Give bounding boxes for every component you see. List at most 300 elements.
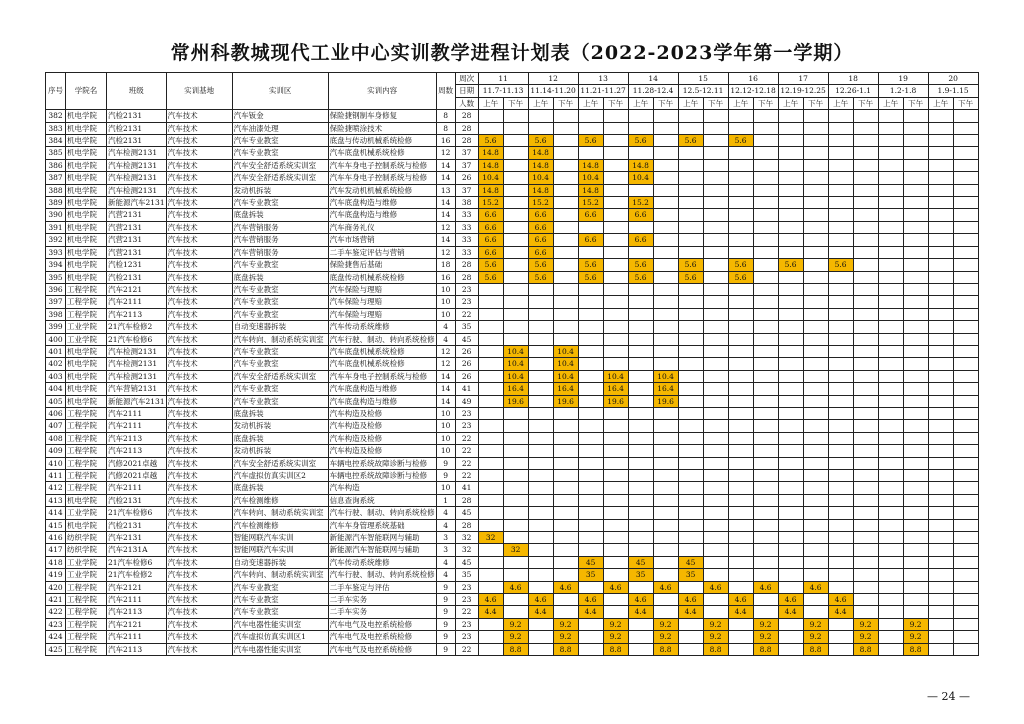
schedule-slot [503, 209, 528, 221]
schedule-slot [553, 470, 578, 482]
pm-label: 下午 [853, 97, 878, 109]
schedule-slot [828, 445, 853, 457]
schedule-slot [728, 345, 753, 357]
row-people: 23 [455, 581, 478, 593]
schedule-slot [678, 122, 703, 134]
schedule-slot [628, 432, 653, 444]
schedule-slot [928, 308, 953, 320]
schedule-slot [803, 197, 828, 209]
table-row [46, 544, 979, 556]
schedule-slot [603, 271, 628, 283]
row-college: 机电学院 [66, 184, 107, 196]
schedule-slot [478, 283, 503, 295]
scheduled-slot: 4.6 [503, 581, 528, 593]
weeks-header: 周数 [436, 73, 455, 110]
schedule-slot [653, 234, 678, 246]
row-class: 汽车检测2131 [107, 358, 167, 370]
week-number: 11 [478, 73, 528, 85]
schedule-slot [728, 147, 753, 159]
row-college: 机电学院 [66, 494, 107, 506]
row-college: 工程学院 [66, 432, 107, 444]
schedule-slot [903, 395, 928, 407]
schedule-slot [953, 606, 978, 618]
week-number: 18 [828, 73, 878, 85]
schedule-slot [778, 184, 803, 196]
schedule-slot [678, 395, 703, 407]
schedule-slot [578, 581, 603, 593]
schedule-slot [703, 271, 728, 283]
row-people: 38 [455, 197, 478, 209]
schedule-slot [703, 445, 728, 457]
schedule-slot [528, 432, 553, 444]
scheduled-slot: 5.6 [528, 259, 553, 271]
schedule-slot [878, 432, 903, 444]
schedule-slot [653, 457, 678, 469]
row-area: 汽车营销服务 [232, 221, 328, 233]
schedule-slot [728, 358, 753, 370]
scheduled-slot: 9.2 [753, 618, 778, 630]
scheduled-slot: 9.2 [753, 631, 778, 643]
schedule-slot [828, 519, 853, 531]
schedule-slot [603, 308, 628, 320]
schedule-slot [678, 420, 703, 432]
schedule-slot [678, 544, 703, 556]
row-people: 33 [455, 234, 478, 246]
row-people: 28 [455, 519, 478, 531]
row-people: 28 [455, 271, 478, 283]
row-base: 汽车技术 [166, 370, 232, 382]
row-weeks: 9 [436, 457, 455, 469]
row-class: 汽检2131 [107, 494, 167, 506]
schedule-slot [653, 122, 678, 134]
table-row [46, 457, 979, 469]
schedule-slot [753, 482, 778, 494]
schedule-slot [603, 519, 628, 531]
schedule-slot [903, 494, 928, 506]
row-people: 26 [455, 172, 478, 184]
row-college: 工程学院 [66, 482, 107, 494]
schedule-slot [778, 643, 803, 655]
row-class: 汽检2131 [107, 519, 167, 531]
row-weeks: 1 [436, 494, 455, 506]
schedule-slot [553, 283, 578, 295]
scheduled-slot: 5.6 [578, 135, 603, 147]
row-college: 机电学院 [66, 246, 107, 258]
schedule-slot [953, 569, 978, 581]
schedule-slot [753, 519, 778, 531]
row-people: 32 [455, 544, 478, 556]
schedule-slot [778, 333, 803, 345]
row-college: 工业学院 [66, 321, 107, 333]
table-row [46, 172, 979, 184]
schedule-slot [553, 296, 578, 308]
schedule-slot [478, 618, 503, 630]
table-row [46, 271, 979, 283]
college-header: 学院名 [66, 73, 107, 110]
row-content: 汽车行驶、制动、转向系统检修 [329, 334, 435, 344]
row-seq: 423 [46, 618, 66, 630]
schedule-slot [753, 569, 778, 581]
schedule-slot [853, 544, 878, 556]
schedule-slot [703, 395, 728, 407]
am-label: 上午 [828, 97, 853, 109]
row-people: 26 [455, 358, 478, 370]
schedule-slot [878, 569, 903, 581]
schedule-slot [503, 470, 528, 482]
scheduled-slot: 14.8 [528, 159, 553, 171]
schedule-slot [953, 110, 978, 122]
schedule-slot [703, 544, 728, 556]
schedule-slot [878, 420, 903, 432]
row-area: 汽车安全舒适系统实训室 [232, 172, 328, 184]
schedule-slot [828, 271, 853, 283]
pm-label: 下午 [653, 97, 678, 109]
scheduled-slot: 8.8 [603, 643, 628, 655]
schedule-slot [603, 184, 628, 196]
am-label: 上午 [928, 97, 953, 109]
schedule-slot [878, 445, 903, 457]
schedule-slot [678, 507, 703, 519]
schedule-slot [678, 234, 703, 246]
row-class: 汽车2113 [107, 432, 167, 444]
schedule-slot [953, 221, 978, 233]
schedule-slot [803, 544, 828, 556]
row-content: 二手车实务 [328, 594, 436, 606]
schedule-slot [853, 283, 878, 295]
schedule-slot [803, 172, 828, 184]
row-seq: 400 [46, 333, 66, 345]
table-row [46, 358, 979, 370]
row-people: 28 [455, 494, 478, 506]
schedule-slot [828, 383, 853, 395]
schedule-slot [603, 234, 628, 246]
schedule-slot [778, 172, 803, 184]
row-weeks: 9 [436, 618, 455, 630]
schedule-slot [678, 209, 703, 221]
schedule-slot [703, 122, 728, 134]
row-content: 新能源汽车智能联网与辅助 [328, 532, 436, 544]
schedule-slot [878, 122, 903, 134]
schedule-slot [928, 556, 953, 568]
content-header: 实训内容 [328, 73, 436, 110]
schedule-slot [828, 618, 853, 630]
schedule-slot [503, 271, 528, 283]
schedule-slot [628, 370, 653, 382]
row-content: 汽车传动系统维修 [328, 321, 436, 333]
table-row [46, 333, 979, 345]
schedule-slot [578, 432, 603, 444]
schedule-slot [653, 544, 678, 556]
schedule-slot [503, 606, 528, 618]
schedule-slot [853, 532, 878, 544]
schedule-slot [703, 110, 728, 122]
schedule-slot [753, 221, 778, 233]
row-area: 底盘拆装 [232, 407, 328, 419]
schedule-slot [778, 358, 803, 370]
row-area: 汽车电器性能实训室 [232, 618, 328, 630]
schedule-slot [928, 532, 953, 544]
schedule-slot [803, 395, 828, 407]
row-college: 机电学院 [66, 159, 107, 171]
schedule-slot [553, 308, 578, 320]
row-class: 汽车2131 [107, 532, 167, 544]
row-content: 新能源汽车智能联网与辅助 [328, 544, 436, 556]
schedule-slot [853, 482, 878, 494]
schedule-slot [553, 321, 578, 333]
schedule-slot [903, 321, 928, 333]
schedule-slot [553, 159, 578, 171]
row-college: 机电学院 [66, 370, 107, 382]
schedule-slot [628, 407, 653, 419]
schedule-slot [778, 556, 803, 568]
row-weeks: 12 [436, 358, 455, 370]
schedule-slot [828, 407, 853, 419]
row-area: 汽车转向、制动系统实训室 [232, 507, 328, 519]
class-header: 班级 [107, 73, 167, 110]
schedule-slot [878, 321, 903, 333]
schedule-slot [778, 271, 803, 283]
schedule-slot [903, 122, 928, 134]
schedule-slot [878, 606, 903, 618]
schedule-slot [728, 321, 753, 333]
row-content: 汽车车身电子控制系统与检修 [328, 159, 436, 171]
row-college: 工程学院 [66, 457, 107, 469]
row-college: 工程学院 [66, 594, 107, 606]
week-number: 15 [678, 73, 728, 85]
scheduled-slot: 9.2 [803, 618, 828, 630]
row-seq: 411 [46, 470, 66, 482]
row-college: 工程学院 [66, 470, 107, 482]
scheduled-slot: 15.2 [478, 197, 503, 209]
schedule-slot [728, 159, 753, 171]
schedule-slot [953, 209, 978, 221]
scheduled-slot: 4.6 [653, 581, 678, 593]
row-seq: 422 [46, 606, 66, 618]
schedule-slot [903, 544, 928, 556]
schedule-slot [678, 618, 703, 630]
row-content: 信息查询系统 [328, 494, 436, 506]
schedule-slot [653, 271, 678, 283]
row-base: 汽车技术 [166, 445, 232, 457]
scheduled-slot: 5.6 [528, 271, 553, 283]
row-area: 发动机拆装 [232, 420, 328, 432]
pm-label: 下午 [553, 97, 578, 109]
schedule-slot [703, 147, 728, 159]
schedule-slot [653, 470, 678, 482]
schedule-slot [903, 445, 928, 457]
schedule-slot [953, 594, 978, 606]
row-college: 工程学院 [66, 606, 107, 618]
scheduled-slot: 4.4 [728, 606, 753, 618]
schedule-slot [678, 184, 703, 196]
row-weeks: 14 [436, 172, 455, 184]
schedule-slot [503, 110, 528, 122]
table-row [46, 606, 979, 618]
schedule-slot [903, 482, 928, 494]
schedule-slot [853, 569, 878, 581]
schedule-slot [728, 569, 753, 581]
schedule-slot [953, 358, 978, 370]
schedule-slot [903, 259, 928, 271]
schedule-slot [828, 482, 853, 494]
row-weeks: 10 [436, 283, 455, 295]
schedule-slot [953, 283, 978, 295]
row-content: 汽车保险与理赔 [328, 296, 436, 308]
schedule-slot [528, 631, 553, 643]
schedule-slot [753, 407, 778, 419]
row-seq: 421 [46, 594, 66, 606]
scheduled-slot: 4.4 [528, 606, 553, 618]
schedule-slot [478, 643, 503, 655]
schedule-slot [753, 135, 778, 147]
schedule-slot [553, 544, 578, 556]
schedule-slot [603, 470, 628, 482]
row-weeks: 12 [436, 221, 455, 233]
schedule-slot [753, 110, 778, 122]
schedule-slot [928, 594, 953, 606]
row-base: 汽车技术 [166, 643, 232, 655]
row-college: 机电学院 [66, 519, 107, 531]
schedule-slot [628, 631, 653, 643]
schedule-slot [578, 618, 603, 630]
row-class: 汽营2131 [107, 221, 167, 233]
row-content: 汽车底盘构造与维修 [328, 209, 436, 221]
schedule-slot [778, 420, 803, 432]
schedule-slot [953, 445, 978, 457]
row-weeks: 16 [436, 271, 455, 283]
schedule-slot [703, 370, 728, 382]
schedule-slot [628, 345, 653, 357]
schedule-slot [678, 470, 703, 482]
row-base: 汽车技术 [166, 184, 232, 196]
schedule-slot [903, 147, 928, 159]
row-class: 汽营2131 [107, 209, 167, 221]
schedule-slot [553, 407, 578, 419]
row-class: 汽车2111 [107, 420, 167, 432]
week-date: 11.7-11.13 [478, 85, 528, 97]
row-base: 汽车技术 [166, 606, 232, 618]
schedule-slot [528, 333, 553, 345]
schedule-slot [953, 259, 978, 271]
schedule-slot [803, 234, 828, 246]
pm-label: 下午 [903, 97, 928, 109]
scheduled-slot: 6.6 [578, 234, 603, 246]
row-area: 汽车钣金 [232, 110, 328, 122]
schedule-slot [928, 445, 953, 457]
schedule-slot [728, 445, 753, 457]
schedule-slot [878, 259, 903, 271]
schedule-slot [603, 159, 628, 171]
row-people: 23 [455, 407, 478, 419]
row-content: 汽车保险与理赔 [328, 283, 436, 295]
schedule-slot [678, 159, 703, 171]
row-weeks: 9 [436, 631, 455, 643]
row-college: 机电学院 [66, 110, 107, 122]
schedule-slot [553, 184, 578, 196]
schedule-slot [828, 494, 853, 506]
row-people: 37 [455, 159, 478, 171]
schedule-slot [478, 333, 503, 345]
schedule-slot [803, 135, 828, 147]
row-weeks: 12 [436, 246, 455, 258]
row-class: 汽车2111 [107, 482, 167, 494]
schedule-slot [603, 110, 628, 122]
schedule-slot [853, 383, 878, 395]
schedule-slot [903, 271, 928, 283]
scheduled-slot: 19.6 [653, 395, 678, 407]
schedule-slot [753, 445, 778, 457]
schedule-slot [803, 333, 828, 345]
schedule-slot [578, 221, 603, 233]
row-weeks: 3 [436, 544, 455, 556]
schedule-slot [478, 569, 503, 581]
row-class: 汽车2111 [107, 407, 167, 419]
schedule-slot [478, 110, 503, 122]
week-date: 12.5-12.11 [678, 85, 728, 97]
schedule-slot [803, 482, 828, 494]
schedule-slot [603, 556, 628, 568]
am-label: 上午 [628, 97, 653, 109]
schedule-slot [503, 234, 528, 246]
schedule-slot [503, 296, 528, 308]
schedule-slot [728, 556, 753, 568]
schedule-slot [878, 457, 903, 469]
table-row [46, 209, 979, 221]
row-area: 汽车专业教室 [232, 345, 328, 357]
schedule-slot [928, 494, 953, 506]
row-seq: 403 [46, 370, 66, 382]
schedule-slot [703, 197, 728, 209]
schedule-slot [578, 407, 603, 419]
schedule-slot [928, 122, 953, 134]
row-seq: 382 [46, 110, 66, 122]
row-base: 汽车技术 [166, 221, 232, 233]
schedule-slot [528, 122, 553, 134]
schedule-slot [803, 519, 828, 531]
schedule-slot [703, 594, 728, 606]
schedule-slot [778, 494, 803, 506]
schedule-slot [653, 259, 678, 271]
scheduled-slot: 4.4 [778, 606, 803, 618]
scheduled-slot: 4.4 [478, 606, 503, 618]
row-college: 机电学院 [66, 234, 107, 246]
row-content: 汽车构造及检修 [328, 420, 436, 432]
week-date: 11.21-11.27 [578, 85, 628, 97]
row-people: 23 [455, 283, 478, 295]
schedule-slot [553, 234, 578, 246]
scheduled-slot: 19.6 [503, 395, 528, 407]
row-seq: 408 [46, 432, 66, 444]
row-content: 汽车底盘构造与维修 [328, 383, 436, 395]
row-weeks: 4 [436, 321, 455, 333]
row-area: 汽车安全舒适系统实训室 [232, 370, 328, 382]
row-people: 28 [455, 110, 478, 122]
scheduled-slot: 35 [628, 569, 653, 581]
schedule-slot [753, 246, 778, 258]
schedule-slot [803, 221, 828, 233]
schedule-slot [728, 234, 753, 246]
schedule-slot [603, 457, 628, 469]
scheduled-slot: 35 [678, 569, 703, 581]
row-base: 汽车技术 [166, 631, 232, 643]
row-people: 22 [455, 432, 478, 444]
row-college: 工业学院 [66, 556, 107, 568]
row-area: 汽车油漆处理 [232, 122, 328, 134]
scheduled-slot: 9.2 [853, 631, 878, 643]
row-area: 汽车检测维修 [232, 494, 328, 506]
schedule-slot [928, 618, 953, 630]
schedule-slot [953, 246, 978, 258]
